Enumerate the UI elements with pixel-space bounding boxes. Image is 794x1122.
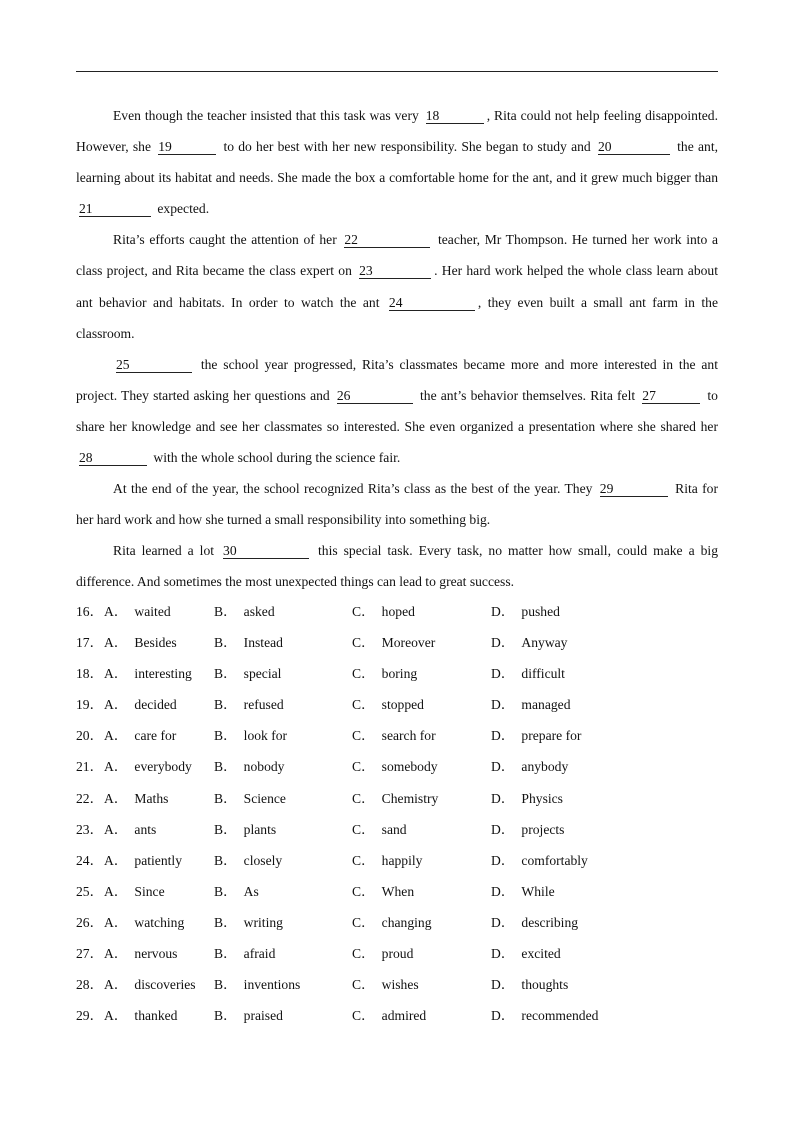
option-text: sand: [381, 821, 407, 837]
option-text: recommended: [521, 1008, 599, 1024]
paragraph-2: [76, 224, 718, 348]
option-d[interactable]: [491, 814, 564, 845]
option-c[interactable]: [352, 689, 424, 720]
option-c[interactable]: [352, 596, 415, 627]
header-rule: [76, 71, 718, 72]
question-number: 17．: [76, 635, 104, 651]
option-text: Moreover: [381, 635, 436, 651]
blank-18: 18: [426, 108, 484, 124]
option-text: As: [243, 883, 259, 899]
option-d[interactable]: [491, 720, 581, 751]
question-20: [76, 720, 718, 751]
passage-text: the ant’s behavior themselves. Rita felt: [415, 387, 640, 403]
blank-28: 28: [79, 450, 147, 466]
passage-text: with the whole school during the science fair.: [150, 450, 401, 466]
option-text: wishes: [381, 977, 419, 993]
passage-text: the ant, learning about its habitat and needs. She made the box a comfortable home for the ant, and it grew much bigger than: [76, 139, 718, 186]
question-23: [76, 814, 718, 845]
blank-25: 25: [116, 357, 192, 373]
passage-text: , they even built a small ant farm in the classroom.: [76, 294, 718, 341]
option-letter: D．: [491, 977, 515, 993]
option-letter: B．: [214, 666, 237, 682]
option-text: watching: [134, 914, 185, 930]
option-letter: B．: [214, 821, 237, 837]
option-letter: C．: [352, 852, 375, 868]
option-a[interactable]: [104, 658, 192, 689]
blank-30: 30: [223, 543, 309, 559]
option-d[interactable]: [491, 938, 561, 969]
option-letter: D．: [491, 883, 515, 899]
option-d[interactable]: [491, 876, 555, 907]
option-letter: A．: [104, 759, 128, 775]
option-text: thoughts: [521, 977, 569, 993]
option-letter: D．: [491, 697, 515, 713]
option-letter: B．: [214, 604, 237, 619]
question-number: 26．: [76, 914, 104, 930]
question-number: 29．: [76, 1008, 104, 1024]
question-22: [76, 783, 718, 814]
option-text: patiently: [134, 852, 182, 868]
question-17: [76, 627, 718, 658]
option-text: somebody: [381, 759, 438, 775]
blank-29: 29: [600, 481, 668, 497]
passage-text: Rita for her hard work and how she turned a small responsibility into something big.: [76, 481, 718, 528]
option-text: Chemistry: [381, 790, 439, 806]
option-letter: C．: [352, 790, 375, 806]
blank-21: 21: [79, 201, 151, 217]
option-text: boring: [381, 666, 418, 682]
option-letter: B．: [214, 728, 237, 744]
option-c[interactable]: [352, 720, 436, 751]
question-number: 21．: [76, 759, 104, 775]
option-text: praised: [243, 1008, 283, 1024]
option-a[interactable]: [104, 814, 156, 845]
option-letter: A．: [104, 914, 128, 930]
question-19: [76, 689, 718, 720]
option-d[interactable]: [491, 1000, 598, 1031]
option-d[interactable]: [491, 596, 560, 627]
option-b[interactable]: [214, 658, 281, 689]
blank-27: 27: [642, 388, 700, 404]
option-text: prepare for: [521, 728, 582, 744]
question-number: 25．: [76, 883, 104, 899]
option-text: Science: [243, 790, 286, 806]
option-text: asked: [243, 604, 275, 619]
option-c[interactable]: [352, 845, 422, 876]
option-text: changing: [381, 914, 432, 930]
question-number: 20．: [76, 728, 104, 744]
option-b[interactable]: [214, 689, 284, 720]
option-a[interactable]: [104, 907, 184, 938]
option-letter: A．: [104, 635, 128, 651]
passage-text: Rita’s efforts caught the attention of her: [113, 232, 342, 248]
option-c[interactable]: [352, 751, 438, 782]
option-letter: D．: [491, 728, 515, 744]
option-text: afraid: [243, 946, 276, 962]
option-letter: D．: [491, 852, 515, 868]
option-text: Maths: [134, 790, 169, 806]
passage-text: , Rita could not help feeling disappointed. However, she: [76, 108, 718, 155]
cloze-passage: [76, 100, 718, 598]
option-d[interactable]: [491, 751, 568, 782]
question-28: [76, 969, 718, 1000]
option-b[interactable]: [214, 720, 287, 751]
option-text: describing: [521, 914, 579, 930]
option-letter: C．: [352, 821, 375, 837]
question-29: [76, 1000, 718, 1031]
option-letter: D．: [491, 914, 515, 930]
option-c[interactable]: [352, 814, 407, 845]
option-c[interactable]: [352, 876, 414, 907]
option-letter: D．: [491, 604, 515, 619]
question-16: [76, 596, 718, 627]
option-letter: B．: [214, 883, 237, 899]
option-d[interactable]: [491, 658, 565, 689]
option-text: excited: [521, 946, 561, 962]
option-letter: C．: [352, 728, 375, 744]
question-26: [76, 907, 718, 938]
option-text: pushed: [521, 604, 560, 619]
question-24: [76, 845, 718, 876]
option-b[interactable]: [214, 596, 275, 627]
option-text: writing: [243, 914, 283, 930]
passage-text: expected.: [154, 201, 210, 217]
option-letter: A．: [104, 883, 128, 899]
option-c[interactable]: [352, 969, 419, 1000]
option-letter: B．: [214, 852, 237, 868]
option-c[interactable]: [352, 907, 432, 938]
option-c[interactable]: [352, 658, 417, 689]
option-letter: A．: [104, 852, 128, 868]
option-text: happily: [381, 852, 423, 868]
option-a[interactable]: [104, 627, 177, 658]
option-text: comfortably: [521, 852, 588, 868]
option-b[interactable]: [214, 938, 275, 969]
option-letter: C．: [352, 697, 375, 713]
option-text: proud: [381, 946, 414, 962]
question-number: 19．: [76, 697, 104, 713]
option-b[interactable]: [214, 627, 283, 658]
option-text: Anyway: [521, 635, 568, 651]
question-number: 18．: [76, 666, 104, 682]
passage-text: to share her knowledge and see her classmates so interested. She even organized a presentation where she shared her: [76, 387, 718, 434]
option-text: refused: [243, 697, 284, 713]
passage-text: Even though the teacher insisted that this task was very: [113, 108, 423, 123]
option-text: anybody: [521, 759, 569, 775]
option-text: look for: [243, 728, 288, 744]
option-letter: B．: [214, 946, 237, 962]
question-21: [76, 751, 718, 782]
option-b[interactable]: [214, 1000, 283, 1031]
option-letter: C．: [352, 635, 375, 651]
answer-options: [76, 596, 718, 1031]
passage-text: teacher, Mr Thompson. He turned her work into a class project, and Rita became the class expert on: [76, 232, 718, 279]
passage-text: this special task. Every task, no matter how small, could make a big difference. And sometimes the most unexpected things can lead to great success.: [76, 543, 718, 590]
blank-19: 19: [158, 139, 216, 155]
option-a[interactable]: [104, 876, 165, 907]
option-text: projects: [521, 821, 565, 837]
question-number: 28．: [76, 977, 104, 993]
question-25: [76, 876, 718, 907]
option-text: search for: [381, 728, 436, 744]
blank-22: 22: [344, 232, 430, 248]
passage-text: At the end of the year, the school recognized Rita’s class as the best of the year. They: [113, 481, 597, 497]
blank-26: 26: [337, 388, 413, 404]
option-b[interactable]: [214, 876, 259, 907]
option-b[interactable]: [214, 751, 284, 782]
option-letter: B．: [214, 914, 237, 930]
option-letter: A．: [104, 666, 128, 682]
option-letter: B．: [214, 635, 237, 651]
option-letter: C．: [352, 666, 375, 682]
option-d[interactable]: [491, 969, 568, 1000]
option-a[interactable]: [104, 751, 192, 782]
option-letter: A．: [104, 946, 128, 962]
option-letter: D．: [491, 790, 515, 806]
question-number: 27．: [76, 946, 104, 962]
option-text: closely: [243, 852, 283, 868]
option-b[interactable]: [214, 783, 286, 814]
option-a[interactable]: [104, 596, 171, 627]
option-letter: A．: [104, 821, 128, 837]
option-letter: A．: [104, 1008, 128, 1024]
passage-text: to do her best with her new responsibility. She began to study and: [219, 139, 595, 155]
option-d[interactable]: [491, 907, 578, 938]
option-text: discoveries: [134, 977, 196, 993]
option-letter: D．: [491, 759, 515, 775]
question-number: 24．: [76, 852, 104, 868]
option-text: plants: [243, 821, 277, 837]
option-c[interactable]: [352, 627, 435, 658]
option-text: ants: [134, 821, 157, 837]
option-a[interactable]: [104, 969, 196, 1000]
option-text: Instead: [243, 635, 283, 651]
option-text: thanked: [134, 1008, 178, 1024]
option-b[interactable]: [214, 907, 283, 938]
option-text: difficult: [521, 666, 565, 682]
paragraph-4: [76, 473, 718, 535]
option-text: Physics: [521, 790, 563, 806]
option-letter: A．: [104, 790, 128, 806]
option-letter: C．: [352, 604, 375, 619]
option-letter: B．: [214, 790, 237, 806]
option-text: decided: [134, 697, 177, 713]
option-d[interactable]: [491, 689, 571, 720]
option-b[interactable]: [214, 814, 276, 845]
paragraph-1: [76, 100, 718, 224]
option-text: nervous: [134, 946, 178, 962]
option-letter: A．: [104, 697, 128, 713]
passage-text: Rita learned a lot: [113, 543, 221, 559]
option-text: When: [381, 883, 415, 899]
option-a[interactable]: [104, 938, 177, 969]
blank-24: 24: [389, 295, 475, 311]
option-text: care for: [134, 728, 177, 744]
option-letter: C．: [352, 914, 375, 930]
option-letter: C．: [352, 946, 375, 962]
option-text: hoped: [381, 604, 415, 619]
option-letter: C．: [352, 1008, 375, 1024]
option-text: Since: [134, 883, 165, 899]
option-letter: D．: [491, 821, 515, 837]
option-b[interactable]: [214, 845, 282, 876]
option-letter: B．: [214, 977, 237, 993]
question-number: 23．: [76, 821, 104, 837]
option-d[interactable]: [491, 627, 567, 658]
option-text: special: [243, 666, 282, 682]
passage-text: . Her hard work helped the whole class learn about ant behavior and habitats. In order to watch the ant: [76, 263, 718, 310]
question-18: [76, 658, 718, 689]
option-text: interesting: [134, 666, 192, 682]
paragraph-5: [76, 535, 718, 597]
option-text: Besides: [134, 635, 177, 651]
blank-20: 20: [598, 139, 670, 155]
option-text: stopped: [381, 697, 424, 713]
option-letter: D．: [491, 635, 515, 651]
option-letter: C．: [352, 883, 375, 899]
option-d[interactable]: [491, 845, 588, 876]
option-text: inventions: [243, 977, 301, 993]
option-letter: B．: [214, 1008, 237, 1024]
option-text: nobody: [243, 759, 285, 775]
question-27: [76, 938, 718, 969]
option-letter: D．: [491, 666, 515, 682]
option-c[interactable]: [352, 783, 438, 814]
option-b[interactable]: [214, 969, 300, 1000]
option-letter: B．: [214, 697, 237, 713]
option-a[interactable]: [104, 720, 176, 751]
option-letter: D．: [491, 946, 515, 962]
option-letter: A．: [104, 977, 128, 993]
option-text: everybody: [134, 759, 192, 775]
option-d[interactable]: [491, 783, 563, 814]
option-text: waited: [134, 604, 171, 619]
option-letter: D．: [491, 1008, 515, 1024]
option-a[interactable]: [104, 845, 182, 876]
option-letter: A．: [104, 728, 128, 744]
option-c[interactable]: [352, 1000, 426, 1031]
question-number: 22．: [76, 790, 104, 806]
passage-text: the school year progressed, Rita’s classmates became more and more interested in the ant project. They started asking her questions and: [76, 356, 718, 403]
option-text: managed: [521, 697, 571, 713]
option-letter: B．: [214, 759, 237, 775]
option-a[interactable]: [104, 1000, 177, 1031]
blank-23: 23: [359, 263, 431, 279]
option-letter: C．: [352, 759, 375, 775]
option-letter: C．: [352, 977, 375, 993]
option-c[interactable]: [352, 938, 413, 969]
option-text: admired: [381, 1008, 427, 1024]
paragraph-3: [76, 349, 718, 473]
option-a[interactable]: [104, 783, 168, 814]
option-a[interactable]: [104, 689, 177, 720]
option-letter: A．: [104, 604, 128, 619]
question-number: 16．: [76, 604, 104, 619]
option-text: While: [521, 883, 555, 899]
